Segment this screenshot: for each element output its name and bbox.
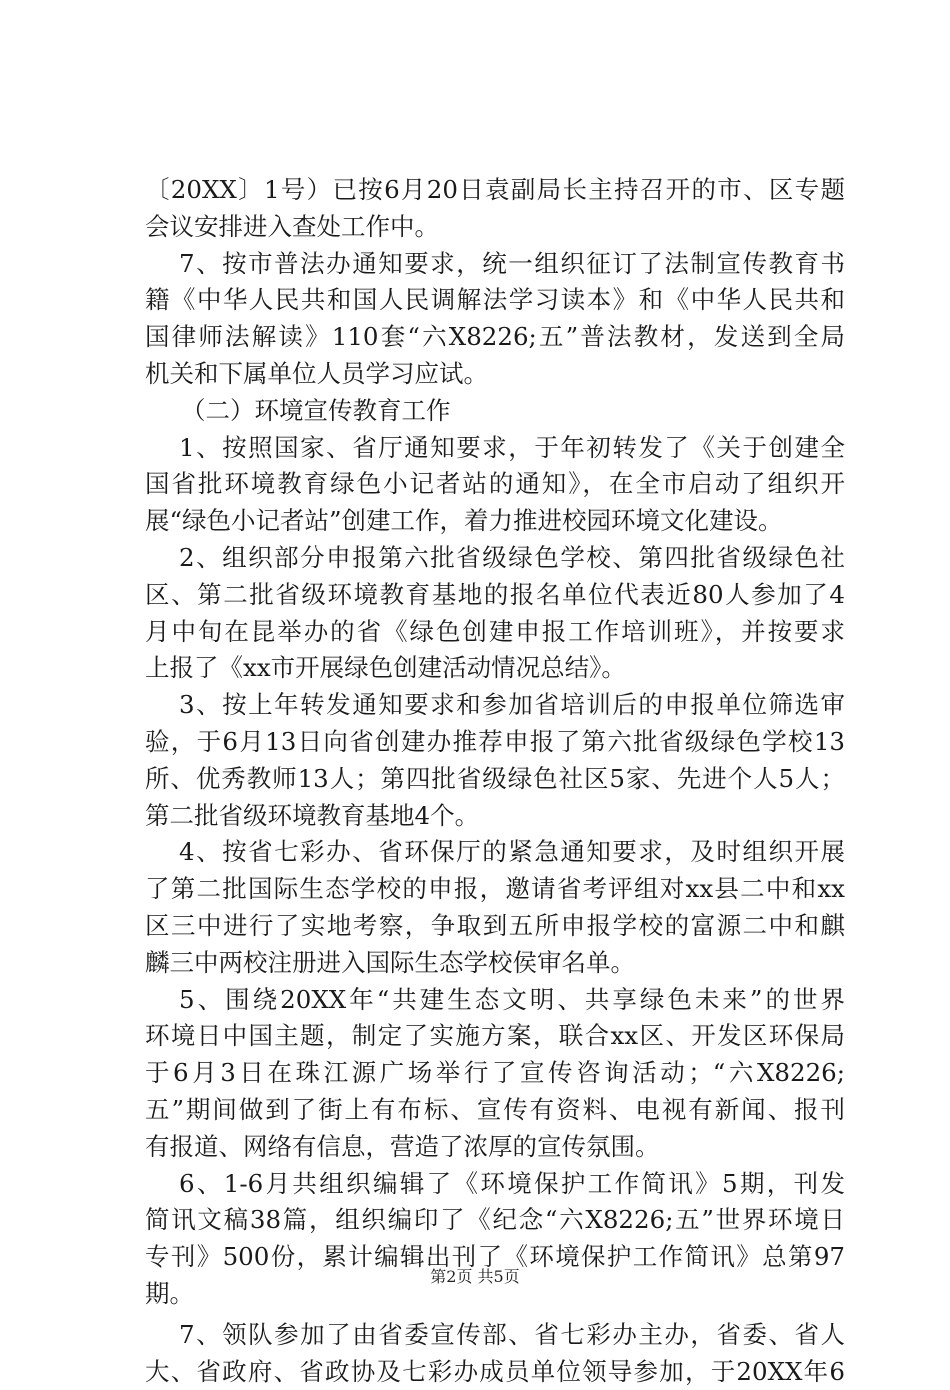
text-line: 了第二批国际生态学校的申报，邀请省考评组对xx县二中和xx xyxy=(145,871,845,908)
text-line: 期。 xyxy=(145,1276,845,1313)
text-line: 区三中进行了实地考察，争取到五所申报学校的富源二中和麒 xyxy=(145,908,845,945)
text-line: 5、围绕20XX年“共建生态文明、共享绿色未来”的世界 xyxy=(145,982,845,1019)
text-line: 〔20XX〕1号）已按6月20日袁副局长主持召开的市、区专题 xyxy=(145,172,845,209)
text-line: 专刊》500份，累计编辑出刊了《环境保护工作简讯》总第97 xyxy=(145,1239,845,1276)
text-line: 4、按省七彩办、省环保厅的紧急通知要求，及时组织开展 xyxy=(145,834,845,871)
text-line: 上报了《xx市开展绿色创建活动情况总结》。 xyxy=(145,650,845,687)
document-body xyxy=(145,172,845,1390)
text-line: 大、省政府、省政协及七彩办成员单位领导参加，于20XX年6 xyxy=(145,1354,845,1390)
text-line: 机关和下属单位人员学习应试。 xyxy=(145,356,845,393)
text-line: 国省批环境教育绿色小记者站的通知》，在全市启动了组织开 xyxy=(145,466,845,503)
text-line: 1、按照国家、省厅通知要求，于年初转发了《关于创建全 xyxy=(145,430,845,467)
text-line: 有报道、网络有信息，营造了浓厚的宣传氛围。 xyxy=(145,1129,845,1166)
text-line: 6、1-6月共组织编辑了《环境保护工作简讯》5期，刊发 xyxy=(145,1166,845,1203)
text-line: 环境日中国主题，制定了实施方案，联合xx区、开发区环保局 xyxy=(145,1018,845,1055)
text-line: 2、组织部分申报第六批省级绿色学校、第四批省级绿色社 xyxy=(145,540,845,577)
text-line: 7、按市普法办通知要求，统一组织征订了法制宣传教育书 xyxy=(145,246,845,283)
text-line: 展“绿色小记者站”创建工作，着力推进校园环境文化建设。 xyxy=(145,503,845,540)
text-line: 五”期间做到了街上有布标、宣传有资料、电视有新闻、报刊 xyxy=(145,1092,845,1129)
text-line: 简讯文稿38篇，组织编印了《纪念“六X8226;五”世界环境日 xyxy=(145,1202,845,1239)
text-line: 籍《中华人民共和国人民调解法学习读本》和《中华人民共和 xyxy=(145,282,845,319)
text-line: 国律师法解读》110套“六X8226;五”普法教材，发送到全局 xyxy=(145,319,845,356)
page-number-footer: 第2页 共5页 xyxy=(0,1264,950,1287)
text-line: 月中旬在昆举办的省《绿色创建申报工作培训班》，并按要求 xyxy=(145,614,845,651)
text-line: 麟三中两校注册进入国际生态学校侯审名单。 xyxy=(145,945,845,982)
section-heading: （二）环境宣传教育工作 xyxy=(145,393,845,430)
text-line: 会议安排进入查处工作中。 xyxy=(145,209,845,246)
text-line: 验，于6月13日向省创建办推荐申报了第六批省级绿色学校13 xyxy=(145,724,845,761)
text-line: 所、优秀教师13人；第四批省级绿色社区5家、先进个人5人； xyxy=(145,761,845,798)
text-line: 7、领队参加了由省委宣传部、省七彩办主办，省委、省人 xyxy=(145,1317,845,1354)
text-line: 3、按上年转发通知要求和参加省培训后的申报单位筛选审 xyxy=(145,687,845,724)
text-line: 第二批省级环境教育基地4个。 xyxy=(145,798,845,835)
text-line: 于6月3日在珠江源广场举行了宣传咨询活动；“六X8226; xyxy=(145,1055,845,1092)
text-line: 区、第二批省级环境教育基地的报名单位代表近80人参加了4 xyxy=(145,577,845,614)
